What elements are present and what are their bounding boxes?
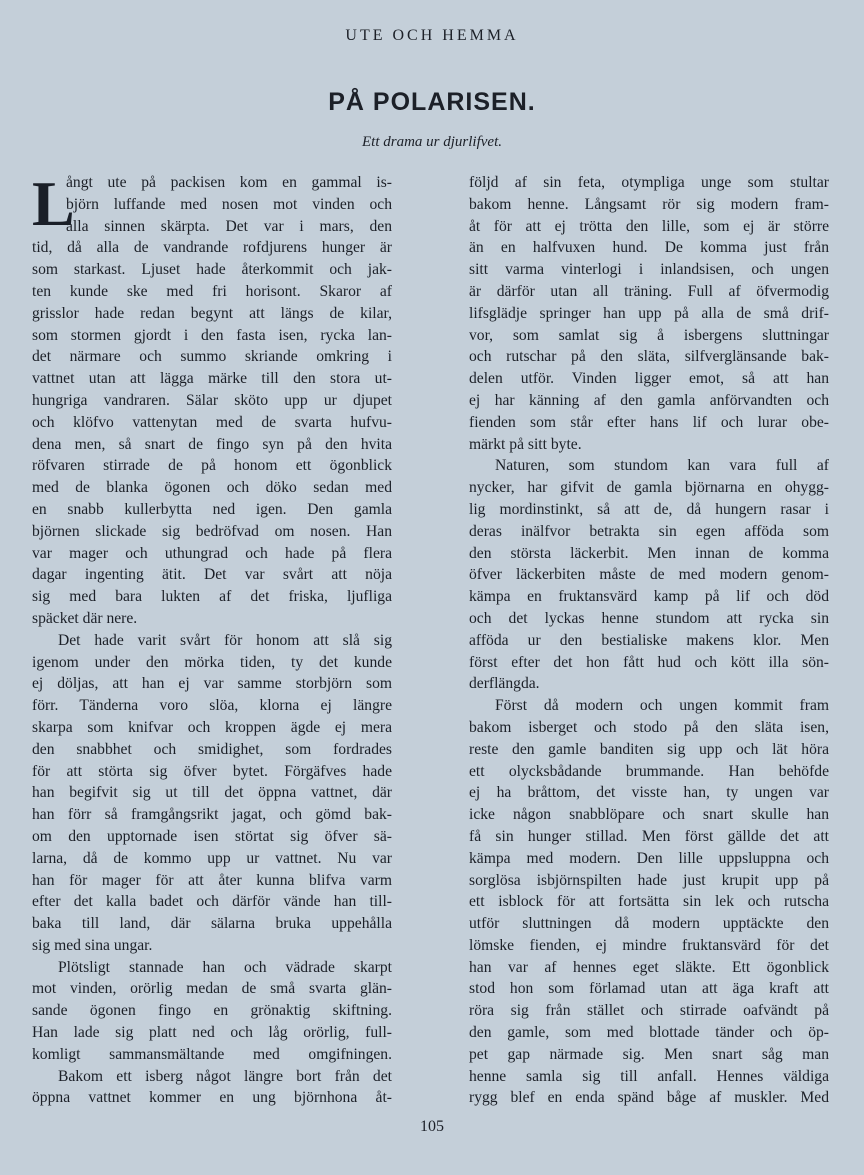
text-line: sig med sina ungar. — [32, 936, 153, 954]
text-line: ten kunde ske med fri horisont. Skaror af — [32, 282, 392, 300]
text-line: Bakom ett isberg något längre bort från det — [58, 1067, 392, 1085]
text-line: stod hon som förlamad utan att äga kraft att — [469, 980, 829, 998]
drop-cap: L — [32, 168, 75, 239]
right-column — [469, 172, 829, 1109]
text-line: Naturen, som stundom kan vara full af — [495, 457, 829, 475]
text-line: kämpa en fruktansvärd kamp på lif och död — [469, 588, 829, 606]
text-line: icke någon snabblöpare och snart skulle han — [469, 806, 829, 824]
text-line: den största läckerbit. Men innan de komma — [469, 544, 829, 562]
text-line: förr. Tänderna voro slöa, klorna ej längre — [32, 697, 392, 715]
text-line: ett olycksbådande brummande. Han behöfde — [469, 762, 829, 780]
text-line: han för mager för att åter kunna blifva varm — [32, 871, 392, 889]
text-line: sorglösa isbjörnspilten hade just krupit upp på — [469, 871, 829, 889]
text-line: alla sinnen skärpta. Det var i mars, den — [66, 217, 392, 235]
text-line: efter det kalla badet och därför vände han till- — [32, 893, 392, 911]
text-line: skarpa som knifvar och kroppen ägde ej mera — [32, 718, 392, 736]
text-line: han begifvit sig ut till det öppna vattnet, där — [32, 784, 392, 802]
text-line: derflängda. — [469, 675, 540, 693]
text-line: med de blanka ögonen och döko sedan med — [32, 479, 392, 497]
text-line: han var af hennes eget släkte. Ett ögonblick — [469, 958, 829, 976]
text-line: hungriga vandraren. Sälar sköto upp ur djupet — [32, 391, 392, 409]
text-line: var mager och uthungrad och hade på flera — [32, 544, 392, 562]
text-line: för att störta sig öfver bytet. Förgäfves hade — [32, 762, 392, 780]
text-line: ej har känning af den gamla anförvandten och — [469, 391, 829, 409]
text-line: följd af sin feta, otympliga unge som stultar — [469, 174, 829, 191]
text-line: lig mordinstinkt, så att de, då hungern rasar i — [469, 500, 829, 518]
text-line: vattnet utan att lägga märke till den stora ut- — [32, 370, 392, 388]
text-line: och klöfvo vattenytan med de svarta hufvu- — [32, 413, 392, 431]
left-column — [32, 168, 392, 1109]
text-line: ångt ute på packisen kom en gammal is- — [66, 174, 392, 191]
text-line: Först då modern och ungen kommit fram — [495, 697, 829, 715]
text-line: utför sluttningen då modern upptäckte den — [469, 915, 829, 933]
page-number: 105 — [420, 1118, 444, 1135]
text-line: lifsglädje springer han upp på alla de små drif- — [469, 304, 829, 322]
text-line: dagar ingenting ätit. Det var svårt att nöja — [32, 566, 392, 584]
text-line: larna, då de kommo upp ur vattnet. Nu var — [32, 849, 392, 867]
text-line: den snabbhet och smidighet, som fordrades — [32, 740, 392, 758]
text-line: som stormen gjordt i den fasta isen, rycka lan- — [32, 326, 392, 344]
text-line: björn luffande med nosen mot vinden och — [66, 195, 392, 213]
text-line: deras inälfvor betrakta sin egen afföda som — [469, 522, 829, 540]
article-title: PÅ POLARISEN. — [328, 88, 536, 116]
text-line: och det lyckas henne stundom att rycka sin — [469, 609, 829, 627]
text-line: komligt sammansmältande med omgifningen. — [32, 1045, 392, 1063]
text-line: afföda ur den bestialiske makens klor. Men — [469, 631, 829, 649]
text-line: öfver läckerbiten måste de med modern genom- — [469, 566, 829, 584]
text-line: henne samla sig till anfall. Hennes väldiga — [469, 1067, 829, 1085]
text-line: bakom isberget och stodo på den släta isen, — [469, 718, 829, 736]
text-line: ett isblock för att fortsätta sin lek och rutscha — [469, 893, 829, 911]
text-line: vor, som samlat sig å isbergens sluttningar — [469, 326, 829, 344]
text-line: som starkast. Ljuset hade återkommit och jak- — [32, 261, 392, 279]
text-line: bakom henne. Långsamt rör sig modern fram- — [469, 195, 829, 213]
text-line: åt för att ej trötta den lille, som ej är större — [469, 217, 829, 235]
text-line: ej ha bråttom, det visste han, ty ungen var — [469, 784, 829, 802]
text-line: sig med bara lukten af det friska, ljufliga — [32, 588, 392, 606]
text-line: sande ögonen fingo en grönaktig skiftning. — [32, 1002, 392, 1020]
text-line: björnen slickade sig bedröfvad om nosen. Han — [32, 522, 392, 540]
text-line: Han lade sig platt ned och låg orörlig, full- — [32, 1024, 392, 1042]
text-line: en snabb kullerbytta ned igen. Den gamla — [32, 500, 392, 518]
text-line: få sin hunger stillad. Men först gällde det att — [469, 827, 829, 845]
text-line: om den upptornade isen störtat sig öfver sä- — [32, 827, 392, 845]
text-line: tid, då alla de vandrande rofdjurens hunger är — [32, 239, 392, 257]
text-line: mot vinden, orörlig medan de små svarta glän- — [32, 980, 392, 998]
text-line: det närmare och summo skriande omkring i — [32, 348, 392, 366]
text-line: ej döljas, att han ej var samme storbjörn som — [32, 675, 392, 693]
text-line: än en halfvuxen hund. De komma just från — [469, 239, 829, 257]
text-line: är därför utan all träning. Full af öfvermodig — [469, 282, 829, 300]
text-line: nycker, har gifvit de gamla björnarna en ohygg- — [469, 479, 829, 497]
text-line: han förr så framgångsrikt jagat, och gömd bak- — [32, 806, 392, 824]
text-line: späcket där nere. — [32, 609, 138, 627]
text-line: först efter det hon fått hud och kött illa sön- — [469, 653, 829, 671]
text-line: dena men, så snart de fingo syn på den hvita — [32, 435, 392, 453]
text-line: reste den gamle banditen sig upp och lät höra — [469, 740, 829, 758]
running-head: UTE OCH HEMMA — [345, 27, 519, 44]
text-line: kämpa med modern. Den lille uppsluppna och — [469, 849, 829, 867]
text-line: delen utför. Vinden ligger emot, så att han — [469, 370, 829, 388]
text-line: röra sig från stället och stirrade oafvändt på — [469, 1002, 829, 1020]
article-subtitle: Ett drama ur djurlifvet. — [362, 134, 502, 150]
text-line: igenom under den mörka tiden, ty det kunde — [32, 653, 392, 671]
text-line: den gamle, som med blottade tänder och öp- — [469, 1024, 829, 1042]
text-line: Plötsligt stannade han och vädrade skarpt — [58, 958, 392, 976]
text-line: Det hade varit svårt för honom att slå sig — [58, 631, 392, 649]
text-line: lömske fienden, ej mindre fruktansvärd för det — [469, 936, 829, 954]
text-line: baka till land, där sälarna bruka uppehålla — [32, 915, 392, 933]
text-line: öppna vattnet kommer en ung björnhona åt- — [32, 1089, 392, 1107]
text-line: och rutschar på den släta, silfverglänsande bak- — [469, 348, 829, 366]
text-line: röfvaren stirrade de på honom ett ögonblick — [32, 457, 392, 475]
text-line: sitt varma vinterlogi i inlandsisen, och ungen — [469, 261, 829, 279]
text-line: pet gap närmade sig. Men snart såg man — [469, 1045, 829, 1063]
text-line: rygg blef en enda spänd båge af muskler. Med — [469, 1089, 829, 1107]
text-line: grisslor hade redan begynt att längs de kilar, — [32, 304, 392, 322]
text-line: fienden som står efter hans lif och lurar obe- — [469, 413, 829, 431]
text-line: märkt på sitt byte. — [469, 435, 582, 453]
